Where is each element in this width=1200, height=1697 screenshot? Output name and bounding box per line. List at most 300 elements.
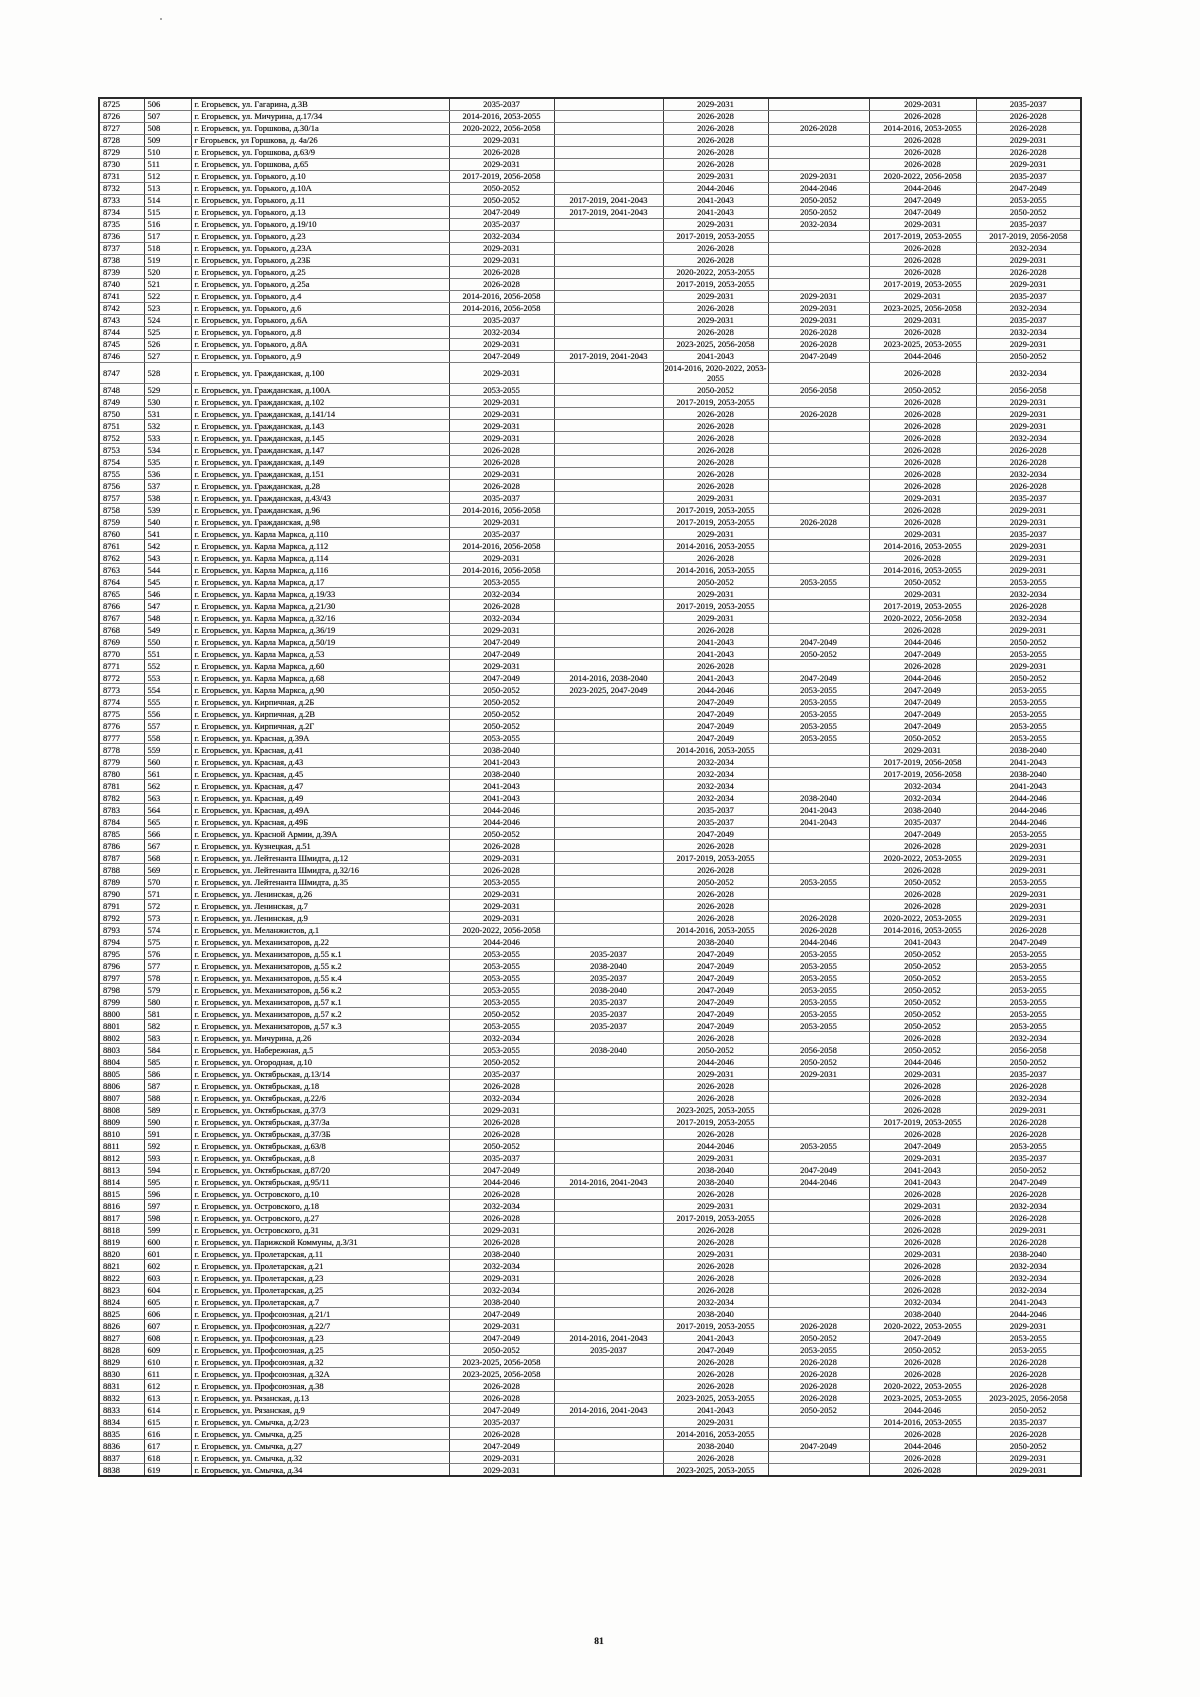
row-seq: 570: [144, 876, 191, 888]
year-col-1: 2035-2037: [449, 1416, 554, 1428]
year-col-6: 2044-2046: [976, 1308, 1081, 1320]
year-col-6: 2029-2031: [976, 852, 1081, 864]
year-col-4: 2056-2058: [768, 1044, 869, 1056]
row-seq: 613: [144, 1392, 191, 1404]
year-col-6: 2050-2052: [976, 351, 1081, 363]
row-seq: 568: [144, 852, 191, 864]
year-col-1: 2050-2052: [449, 183, 554, 195]
year-col-4: [768, 255, 869, 267]
year-col-4: 2050-2052: [768, 195, 869, 207]
row-id: 8811: [99, 1140, 144, 1152]
year-col-3: 2026-2028: [663, 1236, 768, 1248]
row-address: г. Егорьевск, ул. Горького, д.6: [191, 303, 449, 315]
table-row: [99, 207, 1081, 219]
row-seq: 597: [144, 1200, 191, 1212]
year-col-5: 2029-2031: [869, 1068, 976, 1080]
row-id: 8734: [99, 207, 144, 219]
year-col-6: 2029-2031: [976, 159, 1081, 171]
year-col-3: 2038-2040: [663, 1164, 768, 1176]
row-seq: 520: [144, 267, 191, 279]
row-address: г. Егорьевск, ул. Смычка, д.2/23: [191, 1416, 449, 1428]
year-col-1: 2020-2022, 2056-2058: [449, 123, 554, 135]
year-col-5: 2020-2022, 2053-2055: [869, 1320, 976, 1332]
row-seq: 562: [144, 780, 191, 792]
year-col-5: 2020-2022, 2053-2055: [869, 1380, 976, 1392]
year-col-5: 2050-2052: [869, 384, 976, 396]
row-id: 8820: [99, 1248, 144, 1260]
year-col-4: [768, 420, 869, 432]
year-col-2: [554, 1092, 663, 1104]
year-col-1: 2017-2019, 2056-2058: [449, 171, 554, 183]
row-id: 8767: [99, 612, 144, 624]
year-col-4: 2044-2046: [768, 936, 869, 948]
table-row: [99, 231, 1081, 243]
row-id: 8809: [99, 1116, 144, 1128]
year-col-5: 2038-2040: [869, 1308, 976, 1320]
row-seq: 546: [144, 588, 191, 600]
row-address: г. Егорьевск, ул. Огородная, д.10: [191, 1056, 449, 1068]
year-col-5: 2026-2028: [869, 1428, 976, 1440]
table-row: [99, 219, 1081, 231]
row-seq: 600: [144, 1236, 191, 1248]
table-row: [99, 744, 1081, 756]
year-col-2: [554, 1056, 663, 1068]
year-col-6: 2050-2052: [976, 636, 1081, 648]
row-seq: 561: [144, 768, 191, 780]
year-col-5: 2047-2049: [869, 1332, 976, 1344]
year-col-3: 2026-2028: [663, 1260, 768, 1272]
year-col-4: 2026-2028: [768, 1320, 869, 1332]
row-address: г. Егорьевск, ул. Гражданская, д.149: [191, 456, 449, 468]
year-col-6: 2053-2055: [976, 948, 1081, 960]
row-address: г. Егорьевск, ул. Карла Маркса, д.53: [191, 648, 449, 660]
year-col-1: 2029-2031: [449, 363, 554, 384]
row-address: г. Егорьевск, ул. Островского, д.10: [191, 1188, 449, 1200]
year-col-4: 2050-2052: [768, 1404, 869, 1416]
row-address: г. Егорьевск, ул. Горького, д.8: [191, 327, 449, 339]
row-seq: 529: [144, 384, 191, 396]
year-col-3: 2047-2049: [663, 720, 768, 732]
table-row: [99, 1380, 1081, 1392]
table-row: [99, 912, 1081, 924]
row-address: г. Егорьевск, ул. Ленинская, д.7: [191, 900, 449, 912]
year-col-1: 2029-2031: [449, 552, 554, 564]
year-col-2: [554, 135, 663, 147]
year-col-6: 2026-2028: [976, 1356, 1081, 1368]
year-col-4: [768, 744, 869, 756]
year-col-3: 2023-2025, 2053-2055: [663, 1104, 768, 1116]
address-schedule-table: [98, 97, 1082, 1477]
year-col-2: [554, 1152, 663, 1164]
year-col-4: 2029-2031: [768, 171, 869, 183]
row-seq: 604: [144, 1284, 191, 1296]
row-address: г. Егорьевск, ул. Мичурина, д.26: [191, 1032, 449, 1044]
year-col-4: [768, 528, 869, 540]
row-id: 8821: [99, 1260, 144, 1272]
year-col-6: 2026-2028: [976, 123, 1081, 135]
year-col-1: 2026-2028: [449, 1212, 554, 1224]
year-col-2: [554, 1200, 663, 1212]
row-seq: 541: [144, 528, 191, 540]
year-col-1: 2026-2028: [449, 444, 554, 456]
row-seq: 611: [144, 1368, 191, 1380]
year-col-2: [554, 384, 663, 396]
year-col-2: 2035-2037: [554, 972, 663, 984]
year-col-5: 2029-2031: [869, 588, 976, 600]
year-col-3: 2026-2028: [663, 1188, 768, 1200]
year-col-1: 2050-2052: [449, 195, 554, 207]
year-col-1: 2026-2028: [449, 147, 554, 159]
year-col-6: 2056-2058: [976, 384, 1081, 396]
year-col-2: [554, 231, 663, 243]
year-col-4: 2053-2055: [768, 972, 869, 984]
row-id: 8786: [99, 840, 144, 852]
row-address: г. Егорьевск, ул. Механизаторов, д.22: [191, 936, 449, 948]
year-col-4: 2050-2052: [768, 207, 869, 219]
table-row: [99, 864, 1081, 876]
year-col-6: 2032-2034: [976, 303, 1081, 315]
year-col-6: 2029-2031: [976, 840, 1081, 852]
row-id: 8810: [99, 1128, 144, 1140]
row-seq: 605: [144, 1296, 191, 1308]
row-id: 8813: [99, 1164, 144, 1176]
year-col-5: 2029-2031: [869, 98, 976, 111]
year-col-2: [554, 279, 663, 291]
row-seq: 617: [144, 1440, 191, 1452]
row-id: 8835: [99, 1428, 144, 1440]
year-col-4: [768, 492, 869, 504]
row-seq: 571: [144, 888, 191, 900]
row-address: г. Егорьевск, ул. Октябрьская, д.37/3Б: [191, 1128, 449, 1140]
row-seq: 519: [144, 255, 191, 267]
row-seq: 595: [144, 1176, 191, 1188]
year-col-3: 2029-2031: [663, 219, 768, 231]
row-seq: 584: [144, 1044, 191, 1056]
year-col-5: 2026-2028: [869, 1188, 976, 1200]
year-col-3: 2029-2031: [663, 1416, 768, 1428]
row-seq: 574: [144, 924, 191, 936]
row-seq: 619: [144, 1464, 191, 1477]
year-col-3: 2014-2016, 2053-2055: [663, 924, 768, 936]
year-col-5: 2047-2049: [869, 708, 976, 720]
row-id: 8836: [99, 1440, 144, 1452]
row-id: 8751: [99, 420, 144, 432]
year-col-4: 2026-2028: [768, 1380, 869, 1392]
year-col-5: 2047-2049: [869, 195, 976, 207]
year-col-6: 2044-2046: [976, 792, 1081, 804]
table-row: [99, 1248, 1081, 1260]
row-seq: 506: [144, 98, 191, 111]
year-col-4: [768, 564, 869, 576]
table-row: [99, 111, 1081, 123]
year-col-1: 2032-2034: [449, 231, 554, 243]
row-id: 8744: [99, 327, 144, 339]
year-col-6: 2026-2028: [976, 456, 1081, 468]
row-seq: 525: [144, 327, 191, 339]
row-seq: 556: [144, 708, 191, 720]
table-row: [99, 1356, 1081, 1368]
row-seq: 534: [144, 444, 191, 456]
year-col-1: 2035-2037: [449, 315, 554, 327]
row-address: г. Егорьевск, ул. Механизаторов, д.56 к.2: [191, 984, 449, 996]
row-address: г. Егорьевск, ул. Карла Маркса, д.90: [191, 684, 449, 696]
year-col-1: 2029-2031: [449, 243, 554, 255]
row-seq: 535: [144, 456, 191, 468]
row-seq: 549: [144, 624, 191, 636]
year-col-5: 2026-2028: [869, 504, 976, 516]
row-id: 8753: [99, 444, 144, 456]
table-row: [99, 1332, 1081, 1344]
year-col-5: 2026-2028: [869, 1224, 976, 1236]
year-col-2: [554, 780, 663, 792]
year-col-1: 2053-2055: [449, 996, 554, 1008]
row-address: г. Егорьевск, ул. Карла Маркса, д.50/19: [191, 636, 449, 648]
row-seq: 512: [144, 171, 191, 183]
year-col-1: 2047-2049: [449, 672, 554, 684]
year-col-6: 2029-2031: [976, 504, 1081, 516]
year-col-5: 2020-2022, 2053-2055: [869, 852, 976, 864]
row-address: г. Егорьевск, ул. Горького, д.6А: [191, 315, 449, 327]
year-col-6: 2029-2031: [976, 564, 1081, 576]
year-col-2: 2017-2019, 2041-2043: [554, 195, 663, 207]
year-col-1: 2014-2016, 2056-2058: [449, 564, 554, 576]
row-id: 8768: [99, 624, 144, 636]
year-col-6: 2026-2028: [976, 600, 1081, 612]
year-col-6: 2038-2040: [976, 744, 1081, 756]
row-address: г. Егорьевск, ул. Гражданская, д.147: [191, 444, 449, 456]
row-address: г. Егорьевск, ул. Горького, д.23Б: [191, 255, 449, 267]
table-row: [99, 816, 1081, 828]
table-row: [99, 1452, 1081, 1464]
row-id: 8815: [99, 1188, 144, 1200]
year-col-5: 2014-2016, 2053-2055: [869, 1416, 976, 1428]
row-address: г. Егорьевск, ул. Парижской Коммуны, д.3/31: [191, 1236, 449, 1248]
year-col-5: 2029-2031: [869, 291, 976, 303]
year-col-3: 2041-2043: [663, 195, 768, 207]
year-col-6: 2056-2058: [976, 1044, 1081, 1056]
row-address: г. Егорьевск, ул. Красная, д.41: [191, 744, 449, 756]
table-row: [99, 780, 1081, 792]
year-col-5: 2023-2025, 2053-2055: [869, 339, 976, 351]
year-col-6: 2026-2028: [976, 147, 1081, 159]
year-col-1: 2014-2016, 2056-2058: [449, 291, 554, 303]
year-col-3: 2050-2052: [663, 876, 768, 888]
year-col-5: 2050-2052: [869, 960, 976, 972]
row-seq: 526: [144, 339, 191, 351]
row-id: 8745: [99, 339, 144, 351]
year-col-4: [768, 1224, 869, 1236]
year-col-5: 2050-2052: [869, 996, 976, 1008]
table-row: [99, 732, 1081, 744]
year-col-1: 2026-2028: [449, 456, 554, 468]
row-id: 8808: [99, 1104, 144, 1116]
year-col-6: 2032-2034: [976, 1092, 1081, 1104]
year-col-4: 2026-2028: [768, 924, 869, 936]
year-col-4: [768, 1236, 869, 1248]
row-address: г. Егорьевск, ул. Островского, д.31: [191, 1224, 449, 1236]
table-row: [99, 98, 1081, 111]
row-id: 8799: [99, 996, 144, 1008]
year-col-6: 2035-2037: [976, 98, 1081, 111]
row-seq: 609: [144, 1344, 191, 1356]
year-col-3: 2032-2034: [663, 1296, 768, 1308]
row-id: 8747: [99, 363, 144, 384]
year-col-5: 2026-2028: [869, 111, 976, 123]
year-col-2: [554, 792, 663, 804]
year-col-4: 2053-2055: [768, 960, 869, 972]
year-col-5: 2032-2034: [869, 792, 976, 804]
row-id: 8830: [99, 1368, 144, 1380]
year-col-2: [554, 1368, 663, 1380]
row-address: г. Егорьевск, ул. Рязанская, д.9: [191, 1404, 449, 1416]
year-col-2: [554, 924, 663, 936]
year-col-1: 2029-2031: [449, 135, 554, 147]
row-id: 8793: [99, 924, 144, 936]
year-col-5: 2047-2049: [869, 828, 976, 840]
row-seq: 565: [144, 816, 191, 828]
year-col-2: [554, 888, 663, 900]
row-seq: 586: [144, 1068, 191, 1080]
row-address: г. Егорьевск, ул. Горького, д.4: [191, 291, 449, 303]
table-row: [99, 147, 1081, 159]
table-row: [99, 1224, 1081, 1236]
year-col-6: 2035-2037: [976, 171, 1081, 183]
row-seq: 522: [144, 291, 191, 303]
row-id: 8761: [99, 540, 144, 552]
table-row: [99, 972, 1081, 984]
year-col-2: [554, 816, 663, 828]
year-col-5: 2026-2028: [869, 456, 976, 468]
year-col-4: [768, 1116, 869, 1128]
year-col-3: 2026-2028: [663, 1128, 768, 1140]
year-col-4: [768, 396, 869, 408]
year-col-5: 2047-2049: [869, 696, 976, 708]
year-col-1: 2026-2028: [449, 267, 554, 279]
year-col-3: 2041-2043: [663, 1332, 768, 1344]
row-id: 8731: [99, 171, 144, 183]
year-col-3: 2047-2049: [663, 996, 768, 1008]
table-row: [99, 363, 1081, 384]
row-id: 8772: [99, 672, 144, 684]
year-col-2: [554, 804, 663, 816]
row-address: г. Егорьевск, ул. Горького, д.11: [191, 195, 449, 207]
year-col-6: 2032-2034: [976, 588, 1081, 600]
row-seq: 578: [144, 972, 191, 984]
year-col-2: 2014-2016, 2041-2043: [554, 1176, 663, 1188]
row-seq: 560: [144, 756, 191, 768]
row-id: 8824: [99, 1296, 144, 1308]
row-address: г. Егорьевск, ул. Лейтенанта Шмидта, д.12: [191, 852, 449, 864]
row-id: 8789: [99, 876, 144, 888]
year-col-5: 2035-2037: [869, 816, 976, 828]
year-col-4: [768, 588, 869, 600]
year-col-1: 2038-2040: [449, 744, 554, 756]
row-id: 8774: [99, 696, 144, 708]
table-row: [99, 1152, 1081, 1164]
row-seq: 558: [144, 732, 191, 744]
row-id: 8769: [99, 636, 144, 648]
year-col-1: 2032-2034: [449, 1260, 554, 1272]
year-col-2: [554, 219, 663, 231]
year-col-3: 2020-2022, 2053-2055: [663, 267, 768, 279]
table-row: [99, 135, 1081, 147]
year-col-6: 2023-2025, 2056-2058: [976, 1392, 1081, 1404]
year-col-3: 2026-2028: [663, 912, 768, 924]
year-col-5: 2041-2043: [869, 1176, 976, 1188]
row-id: 8780: [99, 768, 144, 780]
table-row: [99, 420, 1081, 432]
year-col-1: 2032-2034: [449, 588, 554, 600]
year-col-3: 2041-2043: [663, 207, 768, 219]
year-col-1: 2044-2046: [449, 804, 554, 816]
year-col-2: [554, 1080, 663, 1092]
row-address: г. Егорьевск, ул. Гражданская, д.100А: [191, 384, 449, 396]
table-row: [99, 612, 1081, 624]
year-col-4: 2047-2049: [768, 672, 869, 684]
year-col-3: 2038-2040: [663, 936, 768, 948]
year-col-5: 2050-2052: [869, 876, 976, 888]
row-address: г. Егорьевск, ул. Горького, д.9: [191, 351, 449, 363]
year-col-2: [554, 588, 663, 600]
year-col-5: 2050-2052: [869, 732, 976, 744]
year-col-3: 2026-2028: [663, 1452, 768, 1464]
year-col-5: 2026-2028: [869, 147, 976, 159]
row-seq: 528: [144, 363, 191, 384]
row-address: г. Егорьевск, ул. Горького, д.19/10: [191, 219, 449, 231]
year-col-5: 2029-2031: [869, 219, 976, 231]
row-address: г. Егорьевск, ул. Механизаторов, д.57 к.3: [191, 1020, 449, 1032]
year-col-1: 2029-2031: [449, 1104, 554, 1116]
year-col-1: 2026-2028: [449, 1116, 554, 1128]
year-col-6: 2053-2055: [976, 1332, 1081, 1344]
year-col-4: 2053-2055: [768, 948, 869, 960]
table-row: [99, 171, 1081, 183]
year-col-5: 2047-2049: [869, 1140, 976, 1152]
year-col-6: 2038-2040: [976, 1248, 1081, 1260]
row-seq: 612: [144, 1380, 191, 1392]
year-col-6: 2053-2055: [976, 1344, 1081, 1356]
year-col-2: [554, 171, 663, 183]
year-col-2: [554, 1296, 663, 1308]
year-col-4: 2041-2043: [768, 816, 869, 828]
year-col-2: [554, 1188, 663, 1200]
year-col-2: [554, 1356, 663, 1368]
table-row: [99, 660, 1081, 672]
row-seq: 573: [144, 912, 191, 924]
row-address: г. Егорьевск, ул. Горького, д.8А: [191, 339, 449, 351]
year-col-4: [768, 1200, 869, 1212]
year-col-2: [554, 864, 663, 876]
year-col-6: 2047-2049: [976, 183, 1081, 195]
year-col-4: [768, 1308, 869, 1320]
table-row: [99, 195, 1081, 207]
row-seq: 545: [144, 576, 191, 588]
year-col-5: 2029-2031: [869, 528, 976, 540]
year-col-6: 2035-2037: [976, 219, 1081, 231]
row-address: г. Егорьевск, ул. Карла Маркса, д.114: [191, 552, 449, 564]
year-col-1: 2029-2031: [449, 339, 554, 351]
year-col-4: 2026-2028: [768, 123, 869, 135]
year-col-2: [554, 876, 663, 888]
table-row: [99, 315, 1081, 327]
year-col-1: 2026-2028: [449, 1428, 554, 1440]
year-col-2: [554, 504, 663, 516]
row-seq: 614: [144, 1404, 191, 1416]
year-col-5: 2044-2046: [869, 1056, 976, 1068]
year-col-3: 2026-2028: [663, 888, 768, 900]
year-col-1: 2047-2049: [449, 1308, 554, 1320]
year-col-2: [554, 315, 663, 327]
